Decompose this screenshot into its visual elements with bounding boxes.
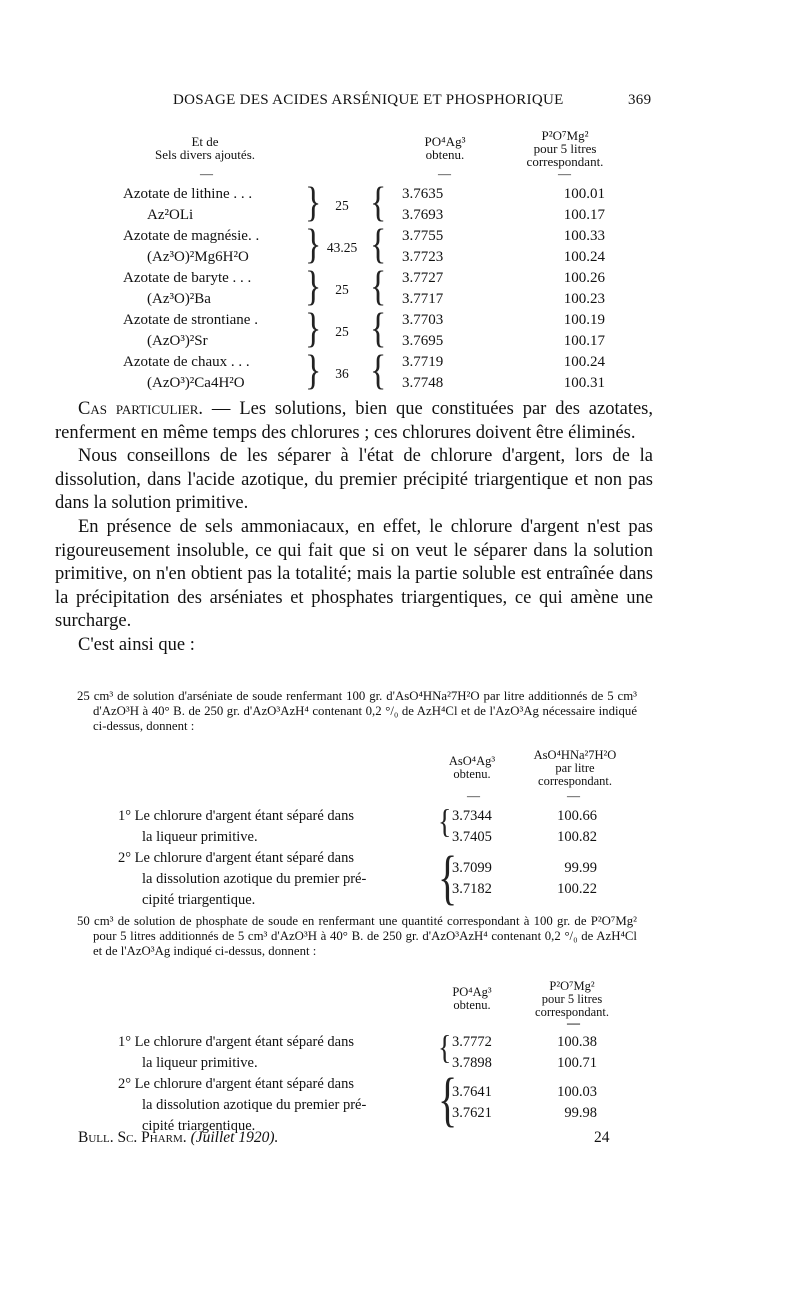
intro-text: 25 cm³ de solution d'arséniate de soude renfermant 100 gr. d'AsO⁴HNa²7H²O par litre additionnés de 5 cm³ d'AzO³H à 40° B. de 250 gr. d'AzO³AzH⁴ contenant 0,2 °/₀ de AzH⁴Cl et de l'AzO³Ag nécessaire indiqué ci-dessus, donnent : [77,689,637,733]
value-cell: 3.7755 [402,228,444,244]
table1-dash: — [558,166,571,181]
exp2-header-corr [512,980,632,1019]
case-line: la liqueur primitive. [142,1055,258,1071]
header-line: pour 5 litres [533,141,597,156]
right-brace: { [370,263,387,310]
case-line: la dissolution azotique du premier pré- [142,1097,367,1113]
table1-header-corr [505,129,625,168]
header-line: P²O⁷Mg² [549,979,595,993]
table1-row [123,226,259,268]
running-head-title: DOSAGE DES ACIDES ARSÉNIQUE ET PHOSPHORIQUE [173,92,564,108]
header-line: obtenu. [453,998,491,1012]
table1-dash: — [438,166,451,181]
exp2-intro [77,914,637,958]
salt-name: Azotate de lithine . . . [123,186,253,202]
salt-name: Azotate de strontiane . [123,312,258,328]
header-line: obtenu. [425,147,465,162]
paragraph-text: — Les solutions, bien que constituées par des azotates, renferment en même temps des chlorures ; ces chlorures doivent être éliminés. [55,399,654,443]
exp2-case1 [118,1032,354,1074]
exp1-case1-corr [545,806,597,848]
exp1-dash: — [567,788,580,803]
value-cell: 3.7344 [452,808,492,824]
value-cell: 100.22 [557,881,597,897]
salt-formula: (AzO³)²Ca4H²O [147,375,245,391]
case-line: cipité triargentique. [142,1118,256,1134]
header-line: P²O⁷Mg² [541,128,589,143]
case-line: 1° Le chlorure d'argent étant séparé dans [118,808,355,824]
brace: { [438,1065,458,1133]
amount-added: 25 [335,324,349,339]
exp1-case2 [118,848,366,911]
paragraph: C'est ainsi que : [78,634,195,655]
exp1-case1-obtenu [452,806,492,848]
left-brace: } [305,305,322,352]
table1-row [123,268,251,310]
value-cell: 3.7405 [452,829,492,845]
salt-formula: (Az³O)²Ba [147,291,211,307]
case-line: 2° Le chlorure d'argent étant séparé dans [118,850,355,866]
value-cell: 3.7719 [402,354,444,370]
exp1-case1 [118,806,354,848]
case-line: la liqueur primitive. [142,829,258,845]
exp2-dash: — [567,1015,580,1030]
journal-name: Bull. Sc. Pharm. [78,1129,187,1146]
right-brace: { [370,221,387,268]
case-line: 1° Le chlorure d'argent étant séparé dans [118,1034,355,1050]
left-brace: } [305,347,322,394]
value-cell: 100.71 [557,1055,597,1071]
exp1-header-obtenu [437,755,507,781]
header-line: PO⁴Ag³ [452,985,492,999]
exp1-intro [77,689,637,733]
exp2-case1-obtenu [452,1032,492,1074]
corr-values [545,184,605,394]
value-cell: 3.7621 [452,1105,492,1121]
value-cell: 3.7641 [452,1084,492,1100]
exp2-header-obtenu [437,986,507,1012]
header-line: AsO⁴HNa²7H²O [533,748,617,762]
signature-number: 24 [594,1129,610,1146]
brace: { [438,843,458,911]
amount-added: 36 [335,366,349,381]
exp2-case2-obtenu [452,1082,492,1124]
header-line: pour 5 litres [541,992,603,1006]
cas-label: Cas particulier. [78,399,204,419]
right-brace: { [370,305,387,352]
exp2-case2 [118,1074,366,1137]
value-cell: 100.23 [563,291,605,307]
exp1-case2-corr [545,858,597,900]
salt-name: Azotate de baryte . . . [123,270,252,286]
brace: { [438,1029,452,1067]
value-cell: 100.38 [557,1034,597,1050]
table1-dash: — [200,166,213,181]
value-cell: 3.7182 [452,881,492,897]
journal-issue: (Juillet 1920). [190,1129,279,1146]
salt-name: Azotate de magnésie. . [123,228,260,244]
header-line: correspondant. [535,1005,609,1019]
exp1-dash: — [467,788,480,803]
value-cell: 100.17 [563,333,605,349]
paragraph [55,398,653,445]
exp1-header-corr [515,749,635,788]
header-line: correspondant. [538,774,612,788]
value-cell: 3.7748 [402,375,444,391]
table1-row [123,310,258,352]
value-cell: 100.19 [563,312,605,328]
salt-formula: (Az³O)²Mg6H²O [147,249,249,265]
header-line: Et de [191,134,219,149]
value-cell: 3.7099 [452,860,492,876]
salt-name: Azotate de chaux . . . [123,354,250,370]
body-text [55,398,653,658]
value-cell: 100.33 [563,228,605,244]
value-cell: 100.31 [563,375,605,391]
value-cell: 100.82 [557,829,597,845]
paragraph: Nous conseillons de les séparer à l'état de chlorure d'argent, lors de la dissolution, dans l'acide azotique, du premier précipité triargentique et non pas dans la solution primitive. [55,446,653,514]
value-cell: 3.7772 [452,1034,492,1050]
brace: { [438,803,452,841]
header-line: correspondant. [526,154,604,169]
exp2-case2-corr [545,1082,597,1124]
value-cell: 3.7693 [402,207,444,223]
header-line: Sels divers ajoutés. [154,147,255,162]
table1-row [123,352,250,394]
table1-row [123,184,252,226]
intro-text: 50 cm³ de solution de phosphate de soude en renfermant une quantité correspondant à 100 gr. de P²O⁷Mg² pour 5 litres additionnés de 5 cm³ d'AzO³H à 40° B. de 250 gr. d'AzO³AzH⁴ contenant 0,2 °/₀ de AzH⁴Cl et de l'AzO³Ag indiqué ci-dessus, donnent : [77,914,637,958]
table1-header-salts [130,135,280,161]
left-brace: } [305,263,322,310]
salt-formula: (AzO³)²Sr [147,333,208,349]
value-cell: 100.66 [557,808,597,824]
value-cell: 99.99 [564,860,597,876]
left-brace: } [305,221,322,268]
header-line: par litre [555,761,595,775]
left-brace: } [305,179,322,226]
value-cell: 100.24 [563,354,605,370]
table1-header-obtenu [405,135,485,161]
value-cell: 100.24 [563,249,605,265]
value-cell: 3.7717 [402,291,444,307]
page-number: 369 [628,92,652,108]
case-line: cipité triargentique. [142,892,256,908]
header-line: AsO⁴Ag³ [448,754,496,768]
header-line: obtenu. [453,767,491,781]
value-cell: 3.7727 [402,270,444,286]
value-cell: 100.03 [557,1084,597,1100]
value-cell: 3.7723 [402,249,444,265]
case-line: 2° Le chlorure d'argent étant séparé dans [118,1076,355,1092]
obtenu-values [402,184,443,394]
value-cell: 100.17 [563,207,605,223]
salt-formula: Az²OLi [147,207,194,223]
right-brace: { [370,179,387,226]
exp1-case2-obtenu [452,858,492,900]
value-cell: 99.98 [564,1105,597,1121]
value-cell: 100.01 [563,186,605,202]
amount-added: 43.25 [326,240,358,255]
value-cell: 3.7898 [452,1055,492,1071]
value-cell: 100.26 [563,270,605,286]
amount-added: 25 [335,198,349,213]
case-line: la dissolution azotique du premier pré- [142,871,367,887]
exp2-case1-corr [545,1032,597,1074]
value-cell: 3.7695 [402,333,444,349]
footer-citation [78,1129,278,1147]
value-cell: 3.7635 [402,186,444,202]
right-brace: { [370,347,387,394]
amount-added: 25 [335,282,349,297]
value-cell: 3.7703 [402,312,444,328]
paragraph: En présence de sels ammoniacaux, en effet, le chlorure d'argent n'est pas rigoureusement insoluble, ce qui fait que si on veut le séparer dans la solution primitive, on n'en obtient pas la totalité; mais la partie soluble est entraînée dans la précipitation des arséniates et phosphates triargentiques, ce qui amène une surcharge. [55,516,653,632]
header-line: PO⁴Ag³ [424,134,466,149]
